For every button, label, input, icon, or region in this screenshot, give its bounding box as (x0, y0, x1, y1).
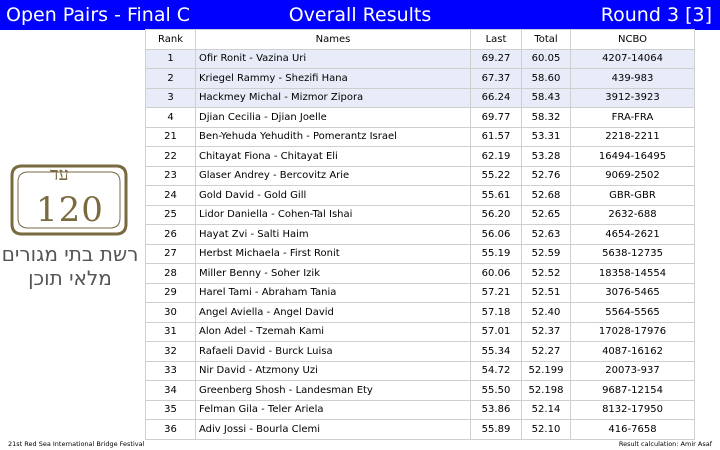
table-row (146, 264, 695, 284)
names-cell: Ben-Yehuda Yehudith - Pomerantz Israel (196, 127, 471, 147)
names-cell: Alon Adel - Tzemah Kami (196, 322, 471, 342)
names-cell: Glaser Andrey - Bercovitz Arie (196, 166, 471, 186)
table-row (146, 283, 695, 303)
table-row (146, 244, 695, 264)
rank-cell: 27 (146, 244, 196, 264)
table-row (146, 108, 695, 128)
names-cell: Harel Tami - Abraham Tania (196, 283, 471, 303)
names-cell: Herbst Michaela - First Ronit (196, 244, 471, 264)
col-names-header: Names (196, 30, 471, 50)
rank-cell: 22 (146, 147, 196, 167)
festival-footer: 21st Red Sea International Bridge Festival (8, 440, 145, 448)
last-cell: 66.24 (471, 88, 522, 108)
rank-cell: 21 (146, 127, 196, 147)
ncbo-cell: 18358-14554 (571, 264, 695, 284)
table-row (146, 69, 695, 89)
logo-line2: מלאי תוכן (28, 266, 112, 290)
rank-cell: 34 (146, 381, 196, 401)
names-cell: Djian Cecilia - Djian Joelle (196, 108, 471, 128)
table-row (146, 381, 695, 401)
last-cell: 69.77 (471, 108, 522, 128)
last-cell: 60.06 (471, 264, 522, 284)
col-last-header: Last (471, 30, 522, 50)
table-row (146, 400, 695, 420)
sponsor-logo (0, 160, 145, 290)
total-cell: 60.05 (522, 49, 571, 69)
table-row (146, 225, 695, 245)
ncbo-cell: 4087-16162 (571, 342, 695, 362)
total-cell: 52.68 (522, 186, 571, 206)
total-cell: 52.10 (522, 420, 571, 440)
ncbo-cell: GBR-GBR (571, 186, 695, 206)
rank-cell: 23 (146, 166, 196, 186)
event-title: Open Pairs - Final C (6, 4, 191, 26)
rank-cell: 2 (146, 69, 196, 89)
title-bar (0, 0, 720, 30)
ncbo-cell: 2218-2211 (571, 127, 695, 147)
total-cell: 58.43 (522, 88, 571, 108)
ncbo-cell: FRA-FRA (571, 108, 695, 128)
ncbo-cell: 8132-17950 (571, 400, 695, 420)
rank-cell: 29 (146, 283, 196, 303)
ncbo-cell: 3912-3923 (571, 88, 695, 108)
rank-cell: 1 (146, 49, 196, 69)
last-cell: 62.19 (471, 147, 522, 167)
names-cell: Gold David - Gold Gill (196, 186, 471, 206)
ncbo-cell: 4654-2621 (571, 225, 695, 245)
col-ncbo-header: NCBO (571, 30, 695, 50)
rank-cell: 35 (146, 400, 196, 420)
rank-cell: 24 (146, 186, 196, 206)
last-cell: 55.22 (471, 166, 522, 186)
total-cell: 52.37 (522, 322, 571, 342)
rank-cell: 32 (146, 342, 196, 362)
total-cell: 52.59 (522, 244, 571, 264)
names-cell: Greenberg Shosh - Landesman Ety (196, 381, 471, 401)
last-cell: 67.37 (471, 69, 522, 89)
table-row (146, 147, 695, 167)
rank-cell: 28 (146, 264, 196, 284)
ncbo-cell: 9687-12154 (571, 381, 695, 401)
logo-number: 120 (36, 190, 104, 230)
total-cell: 58.32 (522, 108, 571, 128)
names-cell: Nir David - Atzmony Uzi (196, 361, 471, 381)
total-cell: 52.63 (522, 225, 571, 245)
ncbo-cell: 439-983 (571, 69, 695, 89)
calculation-credit: Result calculation: Amir Asaf (618, 440, 712, 448)
last-cell: 57.18 (471, 303, 522, 323)
ncbo-cell: 17028-17976 (571, 322, 695, 342)
table-header-row (146, 30, 695, 50)
logo-line1: רשת בתי מגורים (1, 242, 139, 266)
total-cell: 52.52 (522, 264, 571, 284)
total-cell: 52.14 (522, 400, 571, 420)
table-row (146, 322, 695, 342)
last-cell: 54.72 (471, 361, 522, 381)
last-cell: 55.34 (471, 342, 522, 362)
round-label: Round 3 [3] (600, 4, 712, 26)
total-cell: 52.65 (522, 205, 571, 225)
table-row (146, 205, 695, 225)
table-row (146, 420, 695, 440)
rank-cell: 25 (146, 205, 196, 225)
last-cell: 61.57 (471, 127, 522, 147)
names-cell: Kriegel Rammy - Shezifi Hana (196, 69, 471, 89)
col-total-header: Total (522, 30, 571, 50)
table-row (146, 88, 695, 108)
table-row (146, 49, 695, 69)
ncbo-cell: 9069-2502 (571, 166, 695, 186)
last-cell: 69.27 (471, 49, 522, 69)
total-cell: 52.199 (522, 361, 571, 381)
total-cell: 58.60 (522, 69, 571, 89)
rank-cell: 3 (146, 88, 196, 108)
names-cell: Lidor Daniella - Cohen-Tal Ishai (196, 205, 471, 225)
last-cell: 53.86 (471, 400, 522, 420)
names-cell: Adiv Jossi - Bourla Clemi (196, 420, 471, 440)
names-cell: Angel Aviella - Angel David (196, 303, 471, 323)
total-cell: 52.51 (522, 283, 571, 303)
names-cell: Hayat Zvi - Salti Haim (196, 225, 471, 245)
col-rank-header: Rank (146, 30, 196, 50)
names-cell: Miller Benny - Soher Izik (196, 264, 471, 284)
ncbo-cell: 5564-5565 (571, 303, 695, 323)
table-row (146, 166, 695, 186)
ncbo-cell: 416-7658 (571, 420, 695, 440)
ncbo-cell: 16494-16495 (571, 147, 695, 167)
total-cell: 53.31 (522, 127, 571, 147)
table-row (146, 186, 695, 206)
rank-cell: 36 (146, 420, 196, 440)
last-cell: 55.19 (471, 244, 522, 264)
ncbo-cell: 4207-14064 (571, 49, 695, 69)
ncbo-cell: 2632-688 (571, 205, 695, 225)
ncbo-cell: 20073-937 (571, 361, 695, 381)
total-cell: 52.76 (522, 166, 571, 186)
last-cell: 56.06 (471, 225, 522, 245)
table-row (146, 342, 695, 362)
total-cell: 52.27 (522, 342, 571, 362)
results-table (145, 29, 695, 440)
ncbo-cell: 3076-5465 (571, 283, 695, 303)
rank-cell: 26 (146, 225, 196, 245)
results-title: Overall Results (288, 4, 432, 26)
table-row (146, 303, 695, 323)
total-cell: 52.40 (522, 303, 571, 323)
last-cell: 57.21 (471, 283, 522, 303)
last-cell: 56.20 (471, 205, 522, 225)
table-row (146, 127, 695, 147)
logo-hebrew-top: עד (50, 164, 69, 185)
last-cell: 57.01 (471, 322, 522, 342)
total-cell: 53.28 (522, 147, 571, 167)
rank-cell: 31 (146, 322, 196, 342)
names-cell: Hackmey Michal - Mizmor Zipora (196, 88, 471, 108)
table-row (146, 361, 695, 381)
rank-cell: 33 (146, 361, 196, 381)
rank-cell: 4 (146, 108, 196, 128)
names-cell: Rafaeli David - Burck Luisa (196, 342, 471, 362)
last-cell: 55.50 (471, 381, 522, 401)
ncbo-cell: 5638-12735 (571, 244, 695, 264)
last-cell: 55.89 (471, 420, 522, 440)
last-cell: 55.61 (471, 186, 522, 206)
names-cell: Ofir Ronit - Vazina Uri (196, 49, 471, 69)
names-cell: Chitayat Fiona - Chitayat Eli (196, 147, 471, 167)
names-cell: Felman Gila - Teler Ariela (196, 400, 471, 420)
rank-cell: 30 (146, 303, 196, 323)
total-cell: 52.198 (522, 381, 571, 401)
